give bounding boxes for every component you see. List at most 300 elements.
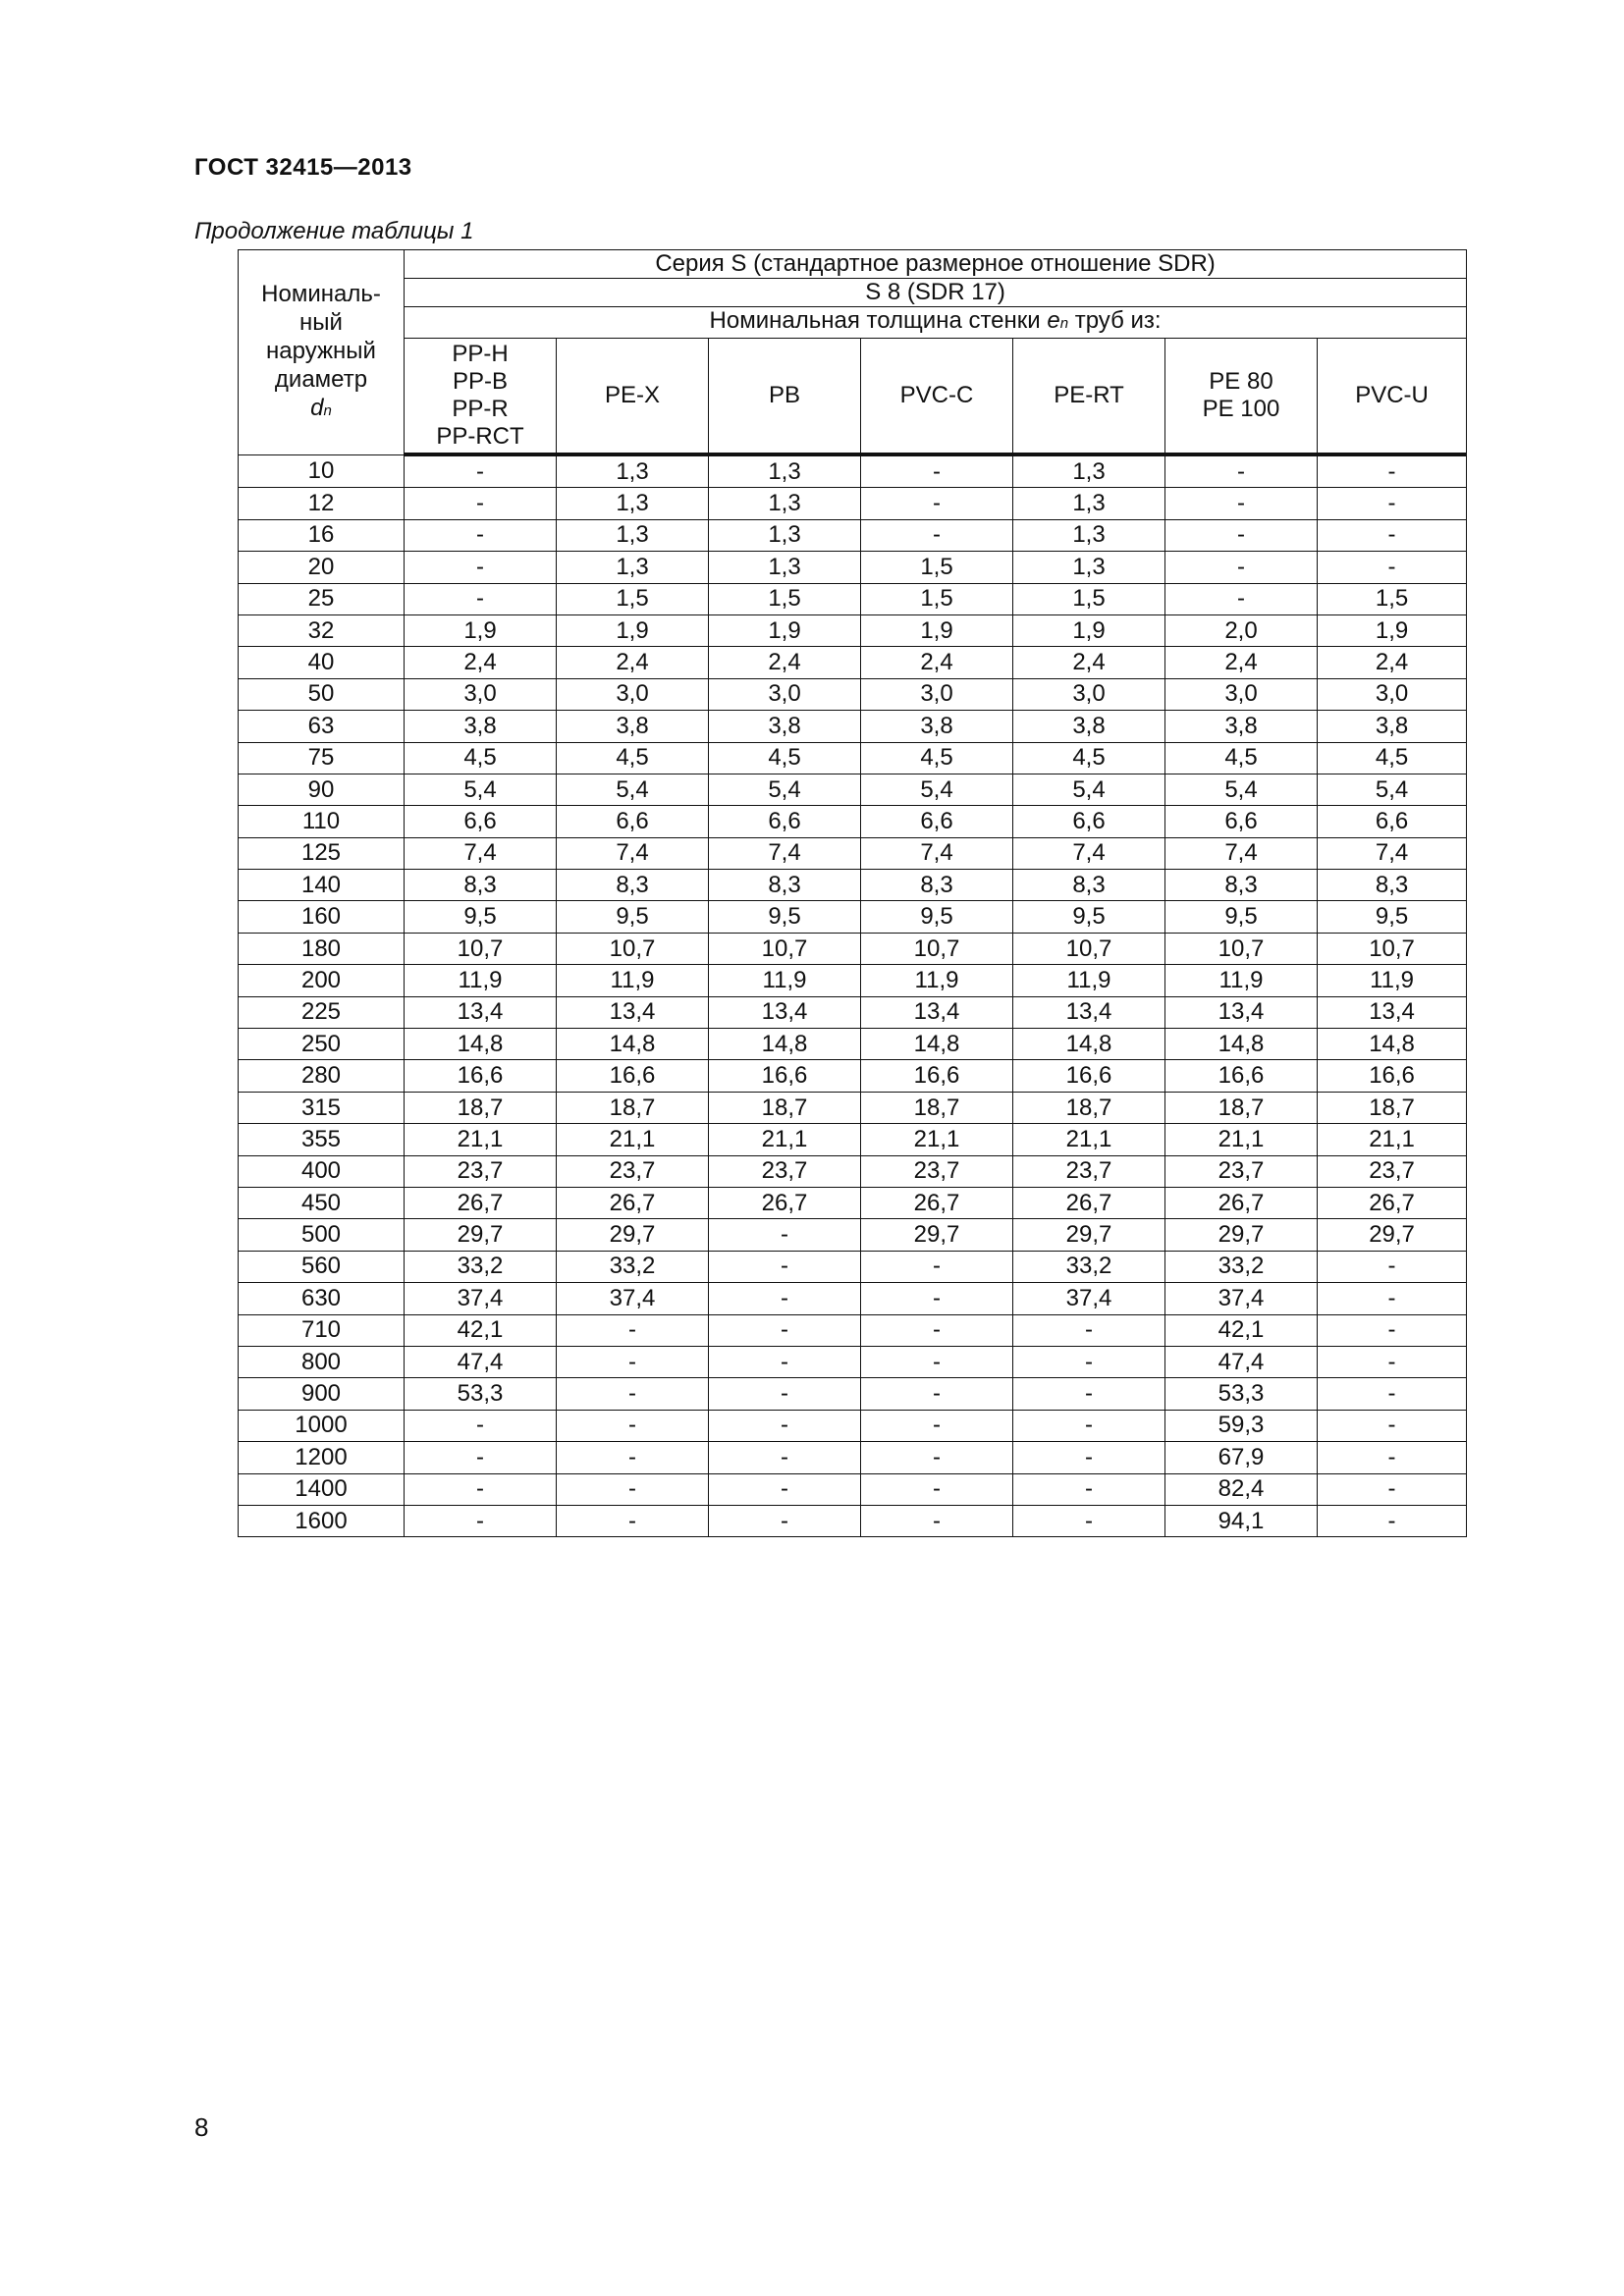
material-label: PP-H — [452, 341, 509, 367]
wall-thickness-cell: 8,3 — [709, 870, 861, 901]
wall-thickness-cell: 3,0 — [1013, 678, 1165, 710]
wall-thickness-cell: 13,4 — [557, 996, 709, 1028]
wall-thickness-cell: 9,5 — [1013, 901, 1165, 933]
wall-thickness-cell: 1,9 — [557, 614, 709, 646]
wall-thickness-cell: 33,2 — [557, 1251, 709, 1282]
wall-thickness-cell: 5,4 — [557, 774, 709, 805]
wall-thickness-cell: - — [1165, 454, 1318, 488]
nominal-diameter-cell: 90 — [239, 774, 405, 805]
wall-thickness-cell: 7,4 — [1165, 837, 1318, 869]
table-row — [239, 965, 1467, 996]
wall-thickness-cell: 5,4 — [1165, 774, 1318, 805]
wall-thickness-cell: 1,9 — [1318, 614, 1467, 646]
wall-thickness-cell: 13,4 — [1013, 996, 1165, 1028]
wall-thickness-cell: 37,4 — [1165, 1283, 1318, 1314]
wall-thickness-cell: 1,3 — [709, 519, 861, 551]
wall-thickness-cell: 23,7 — [1165, 1155, 1318, 1187]
wall-thickness-cell: 16,6 — [557, 1060, 709, 1092]
wall-thickness-cell: - — [405, 519, 557, 551]
wall-thickness-cell: 11,9 — [709, 965, 861, 996]
wall-thickness-cell: - — [1013, 1346, 1165, 1377]
wall-thickness-cell: 26,7 — [861, 1187, 1013, 1218]
table-row — [239, 454, 1467, 488]
wall-thickness-cell: 21,1 — [1318, 1124, 1467, 1155]
wall-thickness-cell: 42,1 — [405, 1314, 557, 1346]
wall-thickness-cell: 1,5 — [1013, 583, 1165, 614]
wall-thickness-cell: 6,6 — [861, 806, 1013, 837]
nominal-diameter-header — [239, 250, 405, 455]
wall-thickness-cell: 5,4 — [1318, 774, 1467, 805]
wall-thickness-cell: 1,5 — [557, 583, 709, 614]
table-row — [239, 488, 1467, 519]
wall-thickness-cell: 13,4 — [709, 996, 861, 1028]
wall-thickness-cell: 10,7 — [405, 933, 557, 964]
nominal-diameter-cell: 500 — [239, 1219, 405, 1251]
nominal-diameter-cell: 20 — [239, 552, 405, 583]
table-row — [239, 678, 1467, 710]
wall-thickness-cell: 10,7 — [1013, 933, 1165, 964]
wall-thickness-cell: - — [1318, 552, 1467, 583]
wall-thickness-cell: - — [405, 1410, 557, 1441]
wall-thickness-cell: - — [861, 1314, 1013, 1346]
nominal-diameter-cell: 110 — [239, 806, 405, 837]
table-row — [239, 1187, 1467, 1218]
diameter-symbol: d — [310, 394, 324, 421]
wall-thickness-cell: 2,4 — [1318, 647, 1467, 678]
wall-thickness-cell: - — [557, 1442, 709, 1473]
wall-thickness-cell: 16,6 — [1318, 1060, 1467, 1092]
wall-thickness-cell: 5,4 — [1013, 774, 1165, 805]
wall-thickness-cell: 4,5 — [1165, 742, 1318, 774]
wall-thickness-cell: 1,9 — [709, 614, 861, 646]
wall-thickness-cell: 2,4 — [405, 647, 557, 678]
wall-thickness-cell: - — [405, 552, 557, 583]
table-row — [239, 552, 1467, 583]
page-number: 8 — [194, 2112, 209, 2142]
wall-thickness-cell: 11,9 — [861, 965, 1013, 996]
pipe-wall-thickness-table — [238, 249, 1467, 1537]
wall-thickness-cell: - — [405, 1442, 557, 1473]
nominal-diameter-cell: 1200 — [239, 1442, 405, 1473]
wall-thickness-cell: 11,9 — [1318, 965, 1467, 996]
wall-thickness-cell: - — [1013, 1314, 1165, 1346]
wall-thickness-cell: 2,4 — [557, 647, 709, 678]
nominal-diameter-cell: 10 — [239, 454, 405, 488]
material-label: PP-R — [452, 396, 509, 422]
table-row — [239, 996, 1467, 1028]
wall-thickness-cell: 10,7 — [709, 933, 861, 964]
nominal-diameter-cell: 75 — [239, 742, 405, 774]
row-header-line-1: Номиналь- — [261, 280, 381, 307]
wall-thickness-cell: 26,7 — [557, 1187, 709, 1218]
wall-thickness-cell: 1,5 — [861, 583, 1013, 614]
wall-thickness-cell: 8,3 — [405, 870, 557, 901]
wall-thickness-cell: 67,9 — [1165, 1442, 1318, 1473]
wall-thickness-cell: - — [1318, 1473, 1467, 1505]
wall-thickness-cell: - — [861, 1505, 1013, 1536]
wall-thickness-cell: - — [709, 1442, 861, 1473]
wall-thickness-cell: 3,0 — [1165, 678, 1318, 710]
wall-thickness-cell: 29,7 — [405, 1219, 557, 1251]
wall-thickness-cell: - — [861, 1473, 1013, 1505]
wall-thickness-cell: 9,5 — [557, 901, 709, 933]
wall-thickness-cell: 26,7 — [1013, 1187, 1165, 1218]
wall-thickness-cell: 3,8 — [405, 711, 557, 742]
wall-thickness-cell: 37,4 — [405, 1283, 557, 1314]
wall-thickness-cell: - — [1318, 1378, 1467, 1410]
wall-thickness-cell: 9,5 — [861, 901, 1013, 933]
wall-thickness-cell: - — [1318, 1314, 1467, 1346]
table-row — [239, 647, 1467, 678]
wall-thickness-cell: - — [1318, 1505, 1467, 1536]
table-row — [239, 1060, 1467, 1092]
wall-thickness-cell: - — [557, 1346, 709, 1377]
wall-thickness-cell: 8,3 — [1165, 870, 1318, 901]
wall-thickness-cell: - — [405, 454, 557, 488]
table-row — [239, 1473, 1467, 1505]
material-column-header — [1013, 339, 1165, 455]
thickness-title-pre: Номинальная толщина стенки — [709, 307, 1048, 334]
nominal-diameter-cell: 125 — [239, 837, 405, 869]
material-label: PE-X — [604, 382, 660, 408]
wall-thickness-cell: - — [405, 1473, 557, 1505]
wall-thickness-cell: 23,7 — [1318, 1155, 1467, 1187]
wall-thickness-cell: 1,5 — [709, 583, 861, 614]
wall-thickness-cell: 4,5 — [405, 742, 557, 774]
wall-thickness-cell: 33,2 — [1013, 1251, 1165, 1282]
wall-thickness-cell: 18,7 — [557, 1092, 709, 1123]
nominal-diameter-cell: 63 — [239, 711, 405, 742]
material-label: PVC-U — [1355, 382, 1429, 408]
wall-thickness-cell: 6,6 — [1165, 806, 1318, 837]
wall-thickness-cell: 18,7 — [1165, 1092, 1318, 1123]
wall-thickness-cell: 1,3 — [557, 519, 709, 551]
series-value: S 8 (SDR 17) — [405, 279, 1467, 307]
wall-thickness-cell: 37,4 — [1013, 1283, 1165, 1314]
table-row — [239, 1092, 1467, 1123]
wall-thickness-cell: - — [1013, 1505, 1165, 1536]
wall-thickness-cell: 13,4 — [1318, 996, 1467, 1028]
table-row — [239, 1219, 1467, 1251]
wall-thickness-cell: - — [1013, 1473, 1165, 1505]
wall-thickness-cell: 29,7 — [1318, 1219, 1467, 1251]
wall-thickness-cell: - — [709, 1346, 861, 1377]
nominal-diameter-cell: 1000 — [239, 1410, 405, 1441]
material-header-row — [239, 339, 1467, 455]
wall-thickness-cell: - — [861, 1346, 1013, 1377]
wall-thickness-cell: 5,4 — [405, 774, 557, 805]
thickness-symbol: e — [1047, 307, 1060, 334]
nominal-diameter-cell: 180 — [239, 933, 405, 964]
material-label: PVC-C — [899, 382, 974, 408]
table-header — [239, 250, 1467, 455]
wall-thickness-cell: 16,6 — [1165, 1060, 1318, 1092]
wall-thickness-cell: 21,1 — [405, 1124, 557, 1155]
wall-thickness-cell: 23,7 — [1013, 1155, 1165, 1187]
wall-thickness-cell: 53,3 — [405, 1378, 557, 1410]
wall-thickness-cell: 7,4 — [405, 837, 557, 869]
wall-thickness-cell: 23,7 — [405, 1155, 557, 1187]
wall-thickness-cell: 3,8 — [557, 711, 709, 742]
table-row — [239, 1378, 1467, 1410]
wall-thickness-cell: 26,7 — [1318, 1187, 1467, 1218]
wall-thickness-cell: 94,1 — [1165, 1505, 1318, 1536]
wall-thickness-cell: - — [1013, 1378, 1165, 1410]
wall-thickness-cell: 16,6 — [405, 1060, 557, 1092]
wall-thickness-cell: - — [709, 1378, 861, 1410]
wall-thickness-cell: 29,7 — [1013, 1219, 1165, 1251]
wall-thickness-cell: 1,3 — [557, 488, 709, 519]
wall-thickness-cell: 14,8 — [861, 1029, 1013, 1060]
wall-thickness-cell: - — [861, 1410, 1013, 1441]
table-row — [239, 1283, 1467, 1314]
wall-thickness-cell: 18,7 — [709, 1092, 861, 1123]
wall-thickness-cell: 1,3 — [1013, 454, 1165, 488]
thickness-symbol-subscript: n — [1059, 315, 1069, 332]
wall-thickness-cell: 14,8 — [1013, 1029, 1165, 1060]
wall-thickness-cell: 37,4 — [557, 1283, 709, 1314]
nominal-diameter-cell: 200 — [239, 965, 405, 996]
wall-thickness-cell: - — [709, 1505, 861, 1536]
wall-thickness-cell: 9,5 — [405, 901, 557, 933]
wall-thickness-cell: 21,1 — [861, 1124, 1013, 1155]
wall-thickness-cell: 3,8 — [709, 711, 861, 742]
wall-thickness-cell: - — [1318, 1346, 1467, 1377]
table-row — [239, 1505, 1467, 1536]
wall-thickness-cell: 3,0 — [861, 678, 1013, 710]
wall-thickness-cell: 7,4 — [709, 837, 861, 869]
wall-thickness-cell: - — [557, 1314, 709, 1346]
wall-thickness-cell: 29,7 — [1165, 1219, 1318, 1251]
material-column-header — [1165, 339, 1318, 455]
wall-thickness-cell: 2,4 — [1165, 647, 1318, 678]
material-column-header — [557, 339, 709, 455]
wall-thickness-cell: 21,1 — [709, 1124, 861, 1155]
wall-thickness-cell: 18,7 — [1013, 1092, 1165, 1123]
nominal-diameter-cell: 800 — [239, 1346, 405, 1377]
wall-thickness-cell: 6,6 — [1318, 806, 1467, 837]
wall-thickness-cell: - — [405, 583, 557, 614]
nominal-diameter-cell: 160 — [239, 901, 405, 933]
wall-thickness-cell: 4,5 — [1013, 742, 1165, 774]
table-row — [239, 837, 1467, 869]
diameter-symbol-subscript: n — [323, 401, 332, 419]
nominal-diameter-cell: 140 — [239, 870, 405, 901]
wall-thickness-cell: 16,6 — [709, 1060, 861, 1092]
nominal-diameter-cell: 900 — [239, 1378, 405, 1410]
table-row — [239, 1314, 1467, 1346]
wall-thickness-cell: 53,3 — [1165, 1378, 1318, 1410]
material-column-header — [1318, 339, 1467, 455]
material-label: PE 80 — [1209, 368, 1273, 395]
wall-thickness-cell: 14,8 — [1318, 1029, 1467, 1060]
table-row — [239, 806, 1467, 837]
table-row — [239, 583, 1467, 614]
wall-thickness-cell: 16,6 — [861, 1060, 1013, 1092]
wall-thickness-cell: 4,5 — [1318, 742, 1467, 774]
wall-thickness-cell: - — [1318, 488, 1467, 519]
wall-thickness-cell: 7,4 — [1318, 837, 1467, 869]
wall-thickness-cell: 9,5 — [709, 901, 861, 933]
wall-thickness-cell: - — [1165, 519, 1318, 551]
wall-thickness-cell: 11,9 — [1165, 965, 1318, 996]
wall-thickness-cell: 14,8 — [405, 1029, 557, 1060]
wall-thickness-cell: 8,3 — [557, 870, 709, 901]
wall-thickness-cell: 3,0 — [557, 678, 709, 710]
wall-thickness-cell: 21,1 — [1013, 1124, 1165, 1155]
row-header-line-2: ный — [299, 308, 343, 336]
wall-thickness-cell: 11,9 — [1013, 965, 1165, 996]
nominal-diameter-cell: 16 — [239, 519, 405, 551]
wall-thickness-cell: 33,2 — [405, 1251, 557, 1282]
wall-thickness-cell: 11,9 — [405, 965, 557, 996]
material-label: PP-B — [452, 368, 508, 395]
nominal-diameter-cell: 250 — [239, 1029, 405, 1060]
wall-thickness-cell: - — [861, 1442, 1013, 1473]
wall-thickness-cell: 8,3 — [1013, 870, 1165, 901]
wall-thickness-cell: 29,7 — [861, 1219, 1013, 1251]
wall-thickness-cell: - — [709, 1219, 861, 1251]
wall-thickness-cell: 3,0 — [709, 678, 861, 710]
wall-thickness-cell: - — [1318, 1251, 1467, 1282]
material-label: PE-RT — [1054, 382, 1124, 408]
wall-thickness-cell: 6,6 — [1013, 806, 1165, 837]
wall-thickness-cell: 5,4 — [709, 774, 861, 805]
wall-thickness-cell: 21,1 — [1165, 1124, 1318, 1155]
wall-thickness-cell: 33,2 — [1165, 1251, 1318, 1282]
wall-thickness-cell: 3,0 — [1318, 678, 1467, 710]
nominal-diameter-cell: 560 — [239, 1251, 405, 1282]
nominal-diameter-cell: 25 — [239, 583, 405, 614]
wall-thickness-cell: 3,8 — [1013, 711, 1165, 742]
wall-thickness-cell: 6,6 — [709, 806, 861, 837]
wall-thickness-cell: - — [861, 1378, 1013, 1410]
material-label: PB — [768, 382, 800, 408]
wall-thickness-cell: 9,5 — [1318, 901, 1467, 933]
wall-thickness-cell: 9,5 — [1165, 901, 1318, 933]
wall-thickness-cell: 7,4 — [557, 837, 709, 869]
wall-thickness-cell: 14,8 — [557, 1029, 709, 1060]
wall-thickness-cell: 18,7 — [405, 1092, 557, 1123]
wall-thickness-cell: 23,7 — [861, 1155, 1013, 1187]
wall-thickness-cell: 1,3 — [557, 552, 709, 583]
wall-thickness-cell: 7,4 — [1013, 837, 1165, 869]
material-column-header — [861, 339, 1013, 455]
wall-thickness-cell: 1,9 — [1013, 614, 1165, 646]
wall-thickness-cell: 26,7 — [709, 1187, 861, 1218]
wall-thickness-cell: 26,7 — [405, 1187, 557, 1218]
wall-thickness-cell: 1,3 — [709, 552, 861, 583]
wall-thickness-cell: 1,9 — [405, 614, 557, 646]
wall-thickness-cell: 1,3 — [709, 488, 861, 519]
table-caption: Продолжение таблицы 1 — [194, 218, 474, 244]
wall-thickness-cell: - — [557, 1473, 709, 1505]
wall-thickness-cell: 2,4 — [861, 647, 1013, 678]
nominal-diameter-cell: 12 — [239, 488, 405, 519]
wall-thickness-cell: 8,3 — [1318, 870, 1467, 901]
table-row — [239, 1155, 1467, 1187]
wall-thickness-cell: 16,6 — [1013, 1060, 1165, 1092]
wall-thickness-cell: - — [861, 1251, 1013, 1282]
wall-thickness-cell: - — [861, 1283, 1013, 1314]
wall-thickness-cell: 4,5 — [557, 742, 709, 774]
thickness-title — [405, 307, 1467, 339]
wall-thickness-cell: - — [861, 519, 1013, 551]
nominal-diameter-cell: 630 — [239, 1283, 405, 1314]
nominal-diameter-cell: 315 — [239, 1092, 405, 1123]
nominal-diameter-cell: 355 — [239, 1124, 405, 1155]
wall-thickness-cell: 18,7 — [861, 1092, 1013, 1123]
nominal-diameter-cell: 50 — [239, 678, 405, 710]
wall-thickness-cell: 1,5 — [861, 552, 1013, 583]
table-row — [239, 1029, 1467, 1060]
nominal-diameter-cell: 710 — [239, 1314, 405, 1346]
wall-thickness-cell: 1,3 — [1013, 519, 1165, 551]
wall-thickness-cell: 3,8 — [1165, 711, 1318, 742]
wall-thickness-cell: 6,6 — [405, 806, 557, 837]
wall-thickness-cell: 1,9 — [861, 614, 1013, 646]
wall-thickness-cell: 2,4 — [709, 647, 861, 678]
wall-thickness-cell: 42,1 — [1165, 1314, 1318, 1346]
wall-thickness-cell: 82,4 — [1165, 1473, 1318, 1505]
thickness-title-post: труб из: — [1068, 307, 1162, 334]
wall-thickness-cell: 47,4 — [405, 1346, 557, 1377]
wall-thickness-cell: 47,4 — [1165, 1346, 1318, 1377]
wall-thickness-cell: 10,7 — [861, 933, 1013, 964]
table-row — [239, 519, 1467, 551]
wall-thickness-cell: - — [1318, 454, 1467, 488]
wall-thickness-cell: - — [861, 454, 1013, 488]
nominal-diameter-cell: 32 — [239, 614, 405, 646]
wall-thickness-cell: - — [1013, 1410, 1165, 1441]
nominal-diameter-cell: 450 — [239, 1187, 405, 1218]
wall-thickness-cell: - — [405, 488, 557, 519]
wall-thickness-cell: 13,4 — [405, 996, 557, 1028]
material-label: PE 100 — [1202, 396, 1280, 422]
wall-thickness-cell: - — [709, 1283, 861, 1314]
nominal-diameter-cell: 40 — [239, 647, 405, 678]
material-column-header — [709, 339, 861, 455]
wall-thickness-cell: 1,3 — [1013, 552, 1165, 583]
wall-thickness-cell: 10,7 — [1318, 933, 1467, 964]
wall-thickness-cell: 18,7 — [1318, 1092, 1467, 1123]
wall-thickness-cell: 29,7 — [557, 1219, 709, 1251]
wall-thickness-cell: - — [1165, 488, 1318, 519]
wall-thickness-cell: 3,8 — [861, 711, 1013, 742]
wall-thickness-cell: - — [1318, 1442, 1467, 1473]
wall-thickness-cell: 11,9 — [557, 965, 709, 996]
wall-thickness-cell: 13,4 — [1165, 996, 1318, 1028]
table-row — [239, 614, 1467, 646]
wall-thickness-cell: 3,8 — [1318, 711, 1467, 742]
material-label: PP-RCT — [436, 423, 524, 450]
table-row — [239, 1442, 1467, 1473]
wall-thickness-cell: 13,4 — [861, 996, 1013, 1028]
wall-thickness-cell: 59,3 — [1165, 1410, 1318, 1441]
table-body — [239, 454, 1467, 1537]
wall-thickness-cell: - — [709, 1251, 861, 1282]
wall-thickness-cell: 1,3 — [557, 454, 709, 488]
table-row — [239, 1346, 1467, 1377]
row-header-line-3: наружный — [266, 337, 376, 364]
wall-thickness-cell: 4,5 — [861, 742, 1013, 774]
table-row — [239, 1251, 1467, 1282]
wall-thickness-cell: 7,4 — [861, 837, 1013, 869]
document-code: ГОСТ 32415—2013 — [194, 154, 412, 181]
wall-thickness-cell: - — [709, 1473, 861, 1505]
wall-thickness-cell: 3,0 — [405, 678, 557, 710]
table-row — [239, 901, 1467, 933]
